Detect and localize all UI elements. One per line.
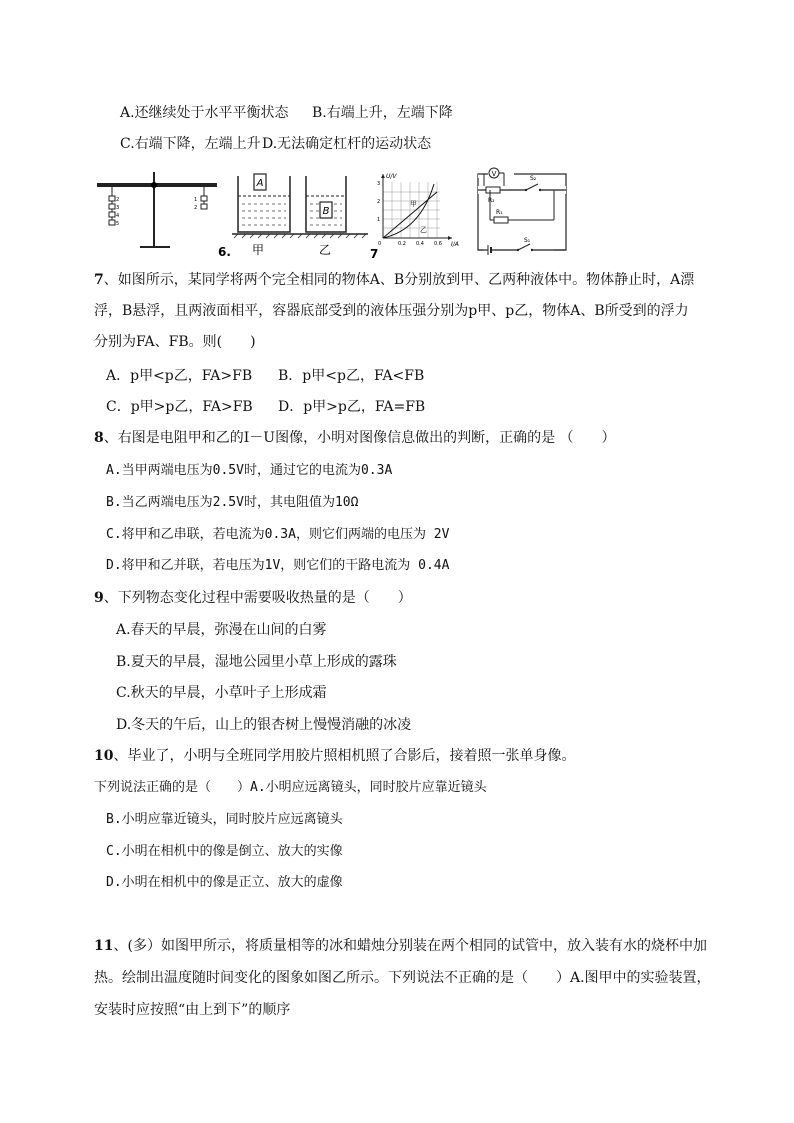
q10-option-c: C.小明在相机中的像是倒立、放大的实像 [106,844,343,859]
svg-text:V: V [491,170,497,178]
q9-option-c: C.秋天的早晨，小草叶子上形成霜 [116,685,327,701]
q7-option-b: B．p甲<p乙，FA<FB [278,368,425,384]
resistor-r1 [494,217,508,223]
q7-option-a: A．p甲<p乙，FA>FB [106,368,253,384]
svg-text:S₁: S₁ [524,237,531,244]
figure-6-label: 6. [218,245,231,259]
svg-text:S₂: S₂ [530,175,537,182]
lever-pivot [151,182,157,188]
container-jia [238,174,290,232]
containers-figure [218,168,380,261]
svg-text:R₁: R₁ [496,209,503,216]
svg-text:0.2: 0.2 [398,241,406,247]
svg-text:3: 3 [377,181,381,187]
q11-stem-line-1: 11、(多）如图甲所示，将质量相等的冰和蜡烛分别装在两个相同的试管中，放入装有水的烧杯中加 [94,938,707,954]
q7-option-c: C．p甲>p乙，FA>FB [106,399,253,415]
svg-text:甲: 甲 [410,200,417,208]
q8-option-c: C.将甲和乙串联，若电流为0.3A，则它们两端的电压为 2V [106,527,450,542]
q10-option-d: D.小明在相机中的像是正立、放大的虚像 [106,875,343,890]
q8-option-a: A.当甲两端电压为0.5V时，通过它的电流为0.3A [106,463,393,478]
svg-text:B: B [322,206,330,217]
svg-text:2: 2 [194,205,198,211]
x-axis-label: I/A [451,241,459,248]
q9-stem: 9、下列物态变化过程中需要吸收热量的是（ ） [94,590,412,606]
lever-figure [94,168,220,254]
svg-text:2: 2 [377,199,381,205]
q10-option-b: B.小明应靠近镜头，同时胶片应远离镜头 [106,812,343,827]
q7-stem-line-1: 7、如图所示，某同学将两个完全相同的物体A、B分别放到甲、乙两种液体中。物体静止时，A漂 [94,272,695,288]
q10-stem-line-2: 下列说法正确的是（ ）A.小明应远离镜头，同时胶片应靠近镜头 [94,780,487,795]
svg-text:3: 3 [116,205,120,211]
circuit-figure [474,164,574,256]
svg-text:5: 5 [116,221,120,227]
q6-option-c: C.右端下降，左端上升 [120,136,261,152]
svg-text:A: A [256,178,264,189]
svg-text:0: 0 [378,241,382,247]
q7-option-d: D．p甲>p乙，FA=FB [278,399,426,415]
right-weight-stack [194,196,207,211]
q9-option-d: D.冬天的午后，山上的银杏树上慢慢消融的冰凌 [116,717,412,733]
q6-option-a: A.还继续处于水平平衡状态 [120,105,289,121]
label-jia: 甲 [251,243,265,257]
q9-option-a: A.春天的早晨，弥漫在山间的白雾 [116,622,327,638]
svg-text:0.6: 0.6 [434,241,442,247]
left-weight-stack [109,196,119,227]
q8-stem: 8、右图是电阻甲和乙的I－U图像，小明对图像信息做出的判断，正确的是 （ ） [94,430,616,446]
figure-7-label: 7 [370,247,379,261]
q10-stem-line-1: 10、毕业了，小明与全班同学用胶片照相机照了合影后，接着照一张单身像。 [94,748,576,764]
q7-stem-line-2: 浮，B悬浮，且两液面相平，容器底部受到的液体压强分别为p甲、p乙，物体A、B所受到的浮力 [94,303,689,319]
circuit-frame [478,174,566,250]
svg-text:1: 1 [194,197,198,203]
q6-option-d: D.无法确定杠杆的运动状态 [262,136,432,152]
svg-text:1: 1 [377,217,381,223]
svg-text:R₂: R₂ [488,197,495,204]
label-yi: 乙 [318,243,332,257]
q11-stem-line-3: 安装时应按照“由上到下”的顺序 [94,1002,291,1018]
q8-option-d: D.将甲和乙并联，若电压为1V，则它们的干路电流为 0.4A [106,558,450,573]
q7-stem-line-3: 分别为FA、FB。则( ) [94,334,256,350]
q6-option-b: B.右端上升，左端下降 [312,105,453,121]
y-axis-label: U/V [386,173,397,180]
container-yi [306,176,346,232]
q11-stem-line-2: 热。绘制出温度随时间变化的图象如图乙所示。下列说法不正确的是（ ）A.图甲中的实验装置， [94,970,711,986]
iu-graph-figure [372,168,464,254]
svg-text:乙: 乙 [420,226,427,234]
svg-text:2: 2 [116,197,120,203]
q9-option-b: B.夏天的早晨，湿地公园里小草上形成的露珠 [116,654,397,670]
resistor-r2 [486,187,500,193]
q8-option-b: B.当乙两端电压为2.5V时，其电阻值为10Ω [106,495,359,510]
svg-text:4: 4 [116,213,120,219]
svg-text:0.4: 0.4 [416,241,424,247]
